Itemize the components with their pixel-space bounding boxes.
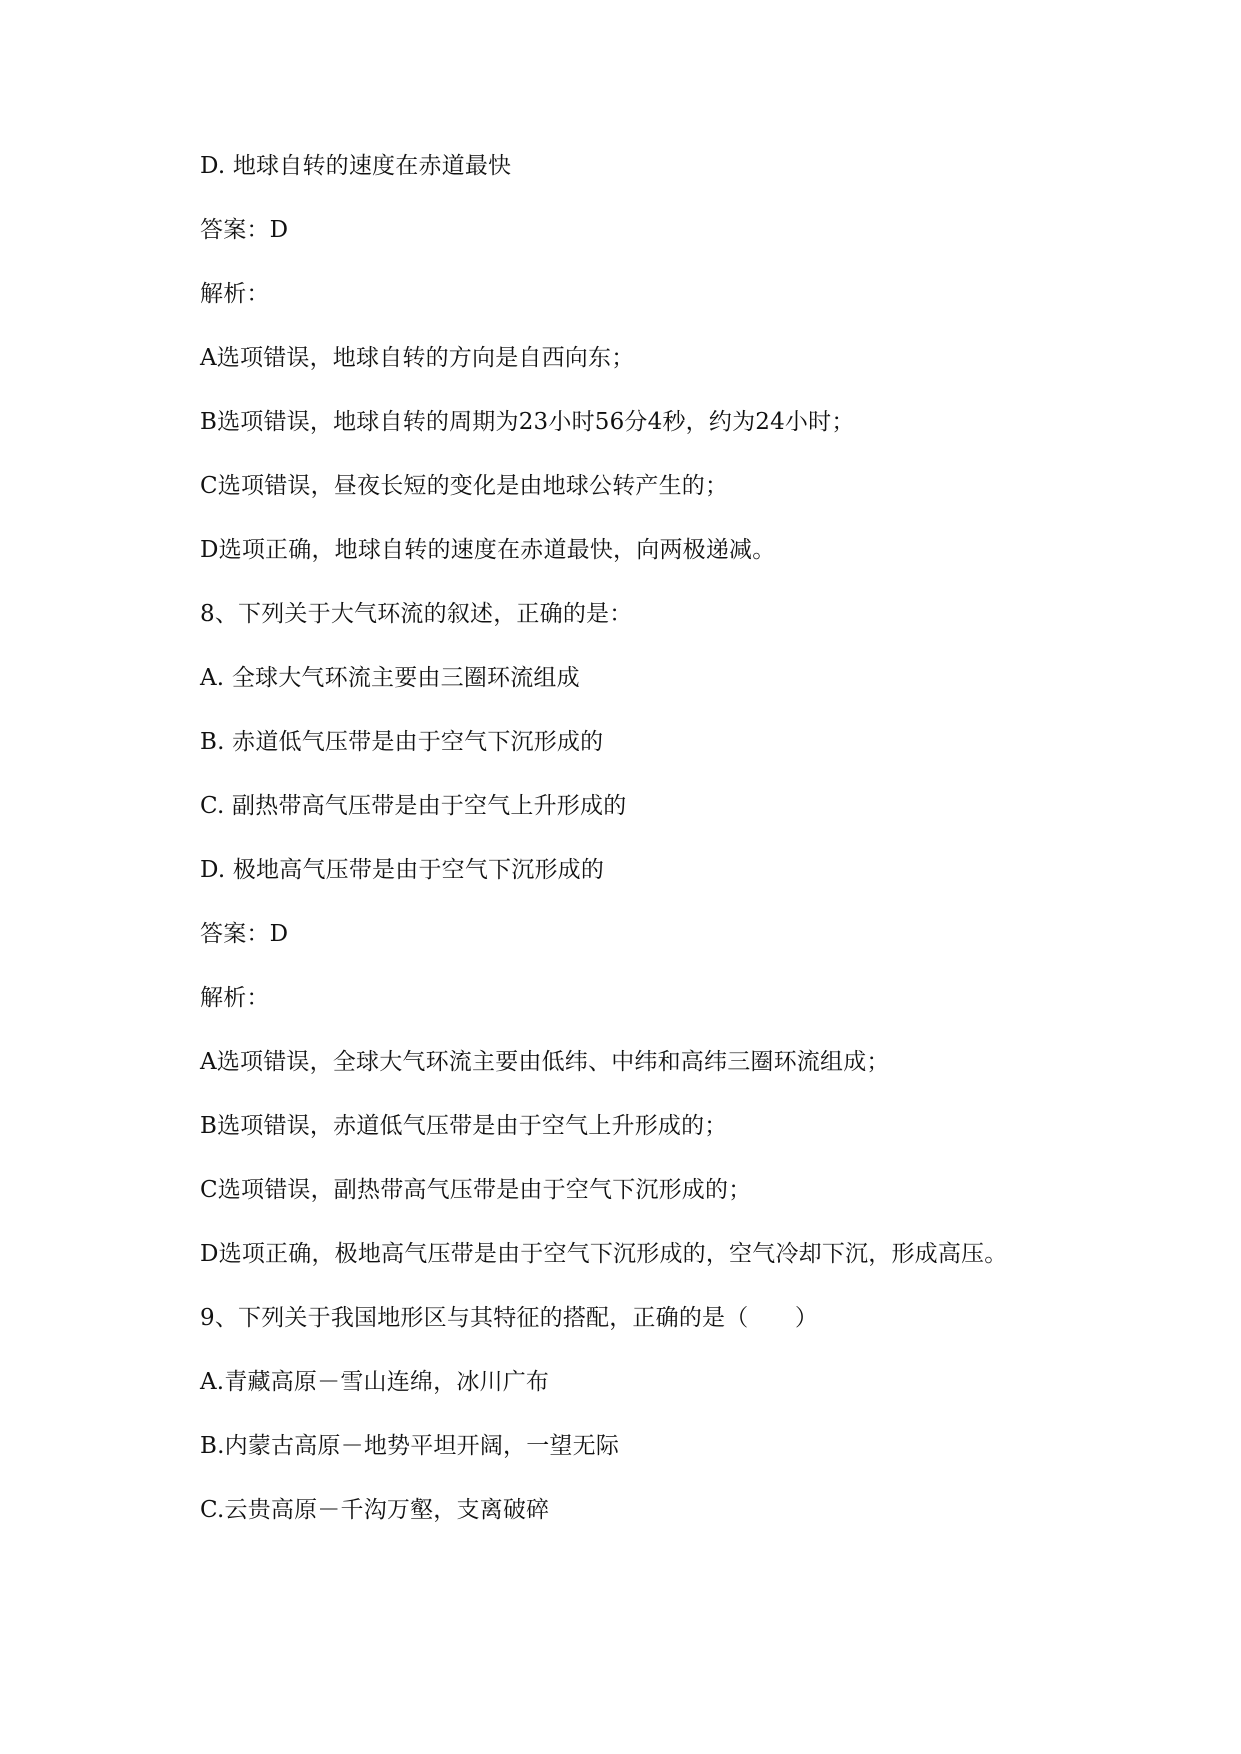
question-8-stem: 8、下列关于大气环流的叙述，正确的是： [200, 601, 633, 627]
question-8-analysis-a: A选项错误，全球大气环流主要由低纬、中纬和高纬三圈环流组成； [200, 1049, 890, 1075]
question-9-option-c: C.云贵高原－千沟万壑，支离破碎 [200, 1497, 550, 1523]
question-8-analysis-d: D选项正确，极地高气压带是由于空气下沉形成的，空气冷却下沉，形成高压。 [200, 1241, 1008, 1267]
analysis-d-line: D选项正确，地球自转的速度在赤道最快，向两极递减。 [200, 537, 776, 563]
question-8-analysis-heading: 解析： [200, 985, 270, 1011]
analysis-c-line: C选项错误，昼夜长短的变化是由地球公转产生的； [200, 473, 729, 499]
analysis-b-line: B选项错误，地球自转的周期为23小时56分4秒，约为24小时； [200, 409, 855, 435]
question-9-stem: 9、下列关于我国地形区与其特征的搭配，正确的是（ ） [200, 1305, 819, 1331]
question-8-option-b: B. 赤道低气压带是由于空气下沉形成的 [200, 729, 604, 755]
question-9-option-a: A.青藏高原－雪山连绵，冰川广布 [200, 1369, 550, 1395]
question-8-option-a: A. 全球大气环流主要由三圈环流组成 [200, 665, 580, 691]
question-8-analysis-b: B选项错误，赤道低气压带是由于空气上升形成的； [200, 1113, 728, 1139]
question-9-option-b: B.内蒙古高原－地势平坦开阔，一望无际 [200, 1433, 620, 1459]
analysis-heading: 解析： [200, 281, 270, 307]
option-d-line: D. 地球自转的速度在赤道最快 [200, 153, 512, 179]
question-8-option-d: D. 极地高气压带是由于空气下沉形成的 [200, 857, 605, 883]
question-8-option-c: C. 副热带高气压带是由于空气上升形成的 [200, 793, 627, 819]
question-8-answer: 答案：D [200, 921, 289, 947]
answer-line: 答案：D [200, 217, 289, 243]
question-8-analysis-c: C选项错误，副热带高气压带是由于空气下沉形成的； [200, 1177, 752, 1203]
analysis-a-line: A选项错误，地球自转的方向是自西向东； [200, 345, 635, 371]
